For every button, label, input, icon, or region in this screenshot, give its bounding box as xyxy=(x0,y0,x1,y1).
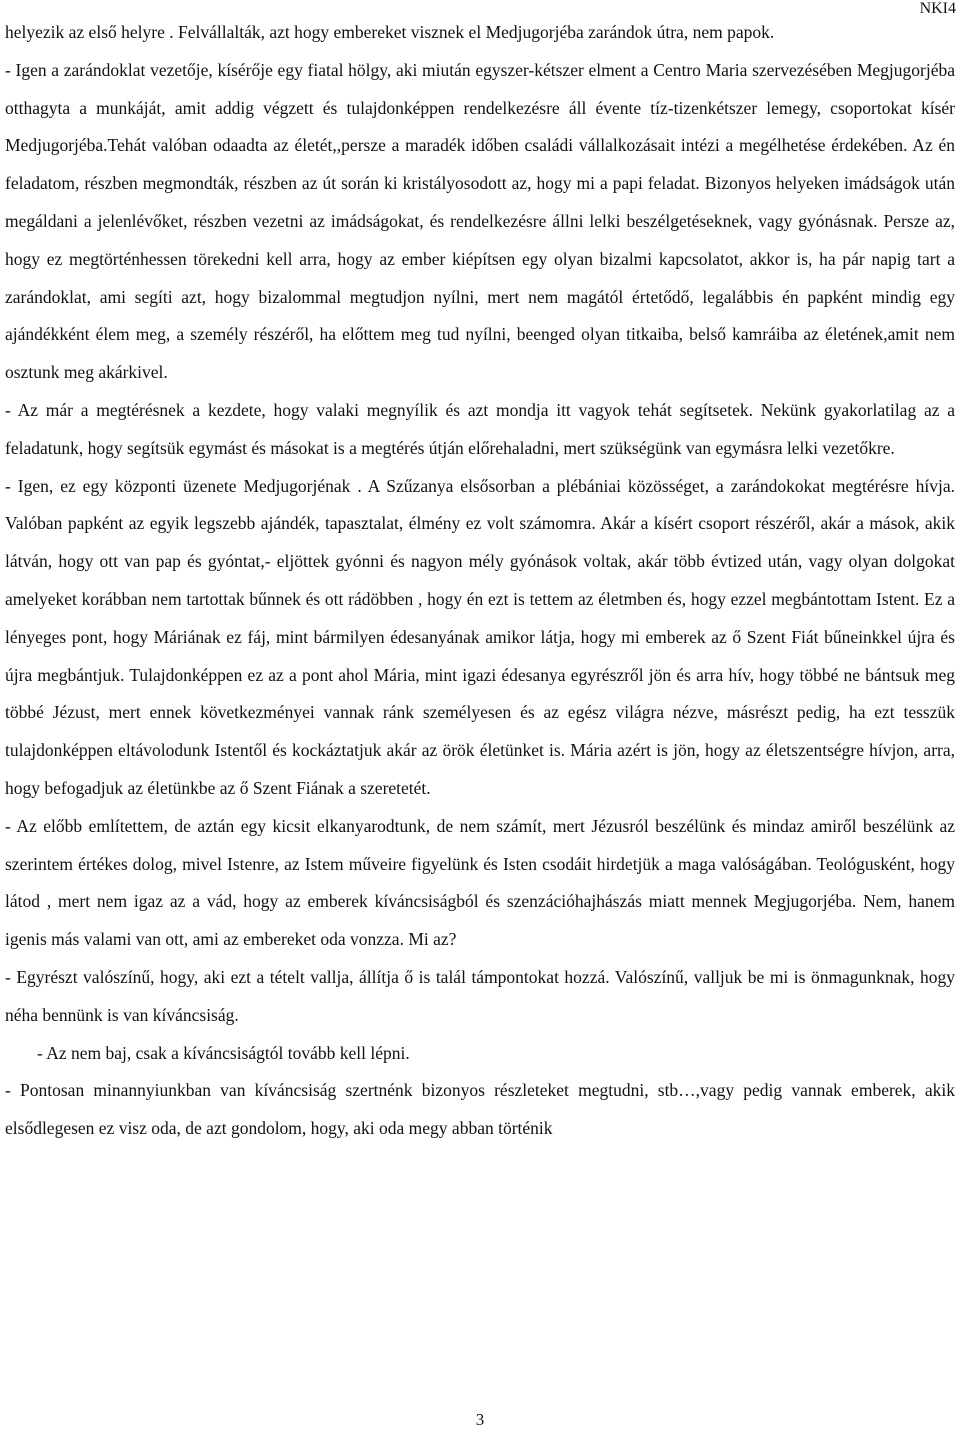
paragraph: - Pontosan minannyiunkban van kíváncsiság szertnénk bizonyos részleteket megtudni, stb…,vagy pedig vannak emberek, akik elsődlegesen ez visz oda, de azt gondolom, hogy, aki oda megy abban történik xyxy=(5,1080,955,1139)
paragraph: - Igen a zarándoklat vezetője, kísérője egy fiatal hölgy, aki miután egyszer-kétszer elment a Centro Maria szervezésében Megjugorjéba otthagyta a munkáját, amit addig végzett és tulajdonképpen rendelkezésre áll évente tíz-tizenkétszer lemegy, csoportokat kísér Medjugorjéba.Tehát valóban odaadta az életét,,persze a maradék időben családi vállalkozásait intézi a megélhetése érdekében. Az én feladatom, részben megmondták, részben az út során ki kristályosodott az, hogy mi a papi feladat. Bizonyos helyeken imádságok után megáldani a jelenlévőket, részben vezetni az imádságokat, és rendelkezésre állni lelki beszélgetéseknek, vagy gyónásnak. Persze az, hogy ez megtörténhessen törekedni kell arra, hogy az ember kiépítsen egy olyan bizalmi kapcsolatot, akkor is, ha pár napig tart a zarándoklat, ami segíti azt, hogy bizalommal megtudjon nyílni, mert nem magától értetődő, legalábbis én papként mindig egy ajándékként élem meg, a személy részéről, ha előttem meg tud nyílni, beenged olyan titkaiba, belső kamráiba az életének,amit nem osztunk meg akárkivel. xyxy=(5,59,955,383)
paragraph: - Egyrészt valószínű, hogy, aki ezt a tételt vallja, állítja ő is talál támpontokat hozzá. Valószínű, valljuk be mi is önmagunknak, hogy néha bennünk is van kíváncsiság. xyxy=(5,966,955,1025)
paragraph: - Az már a megtérésnek a kezdete, hogy valaki megnyílik és azt mondja itt vagyok tehát segítsetek. Nekünk gyakorlatilag az a feladatunk, hogy segítsük egymást és másokat is a megtérés útján előrehaladni, mert szükségünk van egymásra lelki vezetőkre. xyxy=(5,399,955,458)
document-body xyxy=(5,14,955,1148)
document-code: NKI4 xyxy=(919,0,956,17)
paragraph: helyezik az első helyre . Felvállalták, azt hogy embereket visznek el Medjugorjéba zarándok útra, nem papok. xyxy=(5,22,775,42)
paragraph: - Igen, ez egy központi üzenete Medjugorjénak . A Szűzanya elsősorban a plébániai közösséget, a zarándokokat megtérésre hívja. Valóban papként az egyik legszebb ajándék, tapasztalat, élmény ez volt számomra. Akár a kísért csoport részéről, akár a mások, akik látván, hogy ott van pap és gyóntat,- eljöttek gyónni és nagyon mély gyónások voltak, akár több évtized után, vagy olyan dolgokat amelyeket korábban nem tartottak bűnnek és ott rádöbben , hogy én ezt is tettem az életmben és, hogy ezzel megbántottam Istent. Ez a lényeges pont, hogy Máriának ez fáj, mint bármilyen édesanyának amikor látja, hogy mi emberek az ő Szent Fiát bűneinkkel újra és újra megbántjuk. Tulajdonképpen ez az a pont ahol Mária, mint igazi édesanya egyrészről jön és arra hív, hogy többé ne bántsuk meg többé Jézust, mert ennek következményei vannak ránk személyesen és az egész világra nézve, másrészt pedig, ha ezt tesszük tulajdonképpen eltávolodunk Istentől és kockáztatjuk akár az örök életünket is. Mária azért is jön, hogy az életszentségre hívjon, arra, hogy befogadjuk az életünkbe az ő Szent Fiának a szeretetét. xyxy=(5,475,955,798)
paragraph: - Az előbb említettem, de aztán egy kicsit elkanyarodtunk, de nem számít, mert Jézusról beszélünk és mindaz amiről beszélünk az szerintem értékes dolog, mivel Istenre, az Istem műveire figyelünk és Isten csodáit hirdetjük a maga valóságában. Teológusként, hogy látod , mert nem igaz az a vád, hogy az emberek kíváncsiságból és szenzációhajhászás miatt mennek Megjugorjéba. Nem, hanem igenis más valami van ott, ami az embereket oda vonzza. Mi az? xyxy=(5,815,955,950)
page-number: 3 xyxy=(475,1410,485,1429)
paragraph: - Az nem baj, csak a kíváncsiságtól tovább kell lépni. xyxy=(37,1042,410,1063)
